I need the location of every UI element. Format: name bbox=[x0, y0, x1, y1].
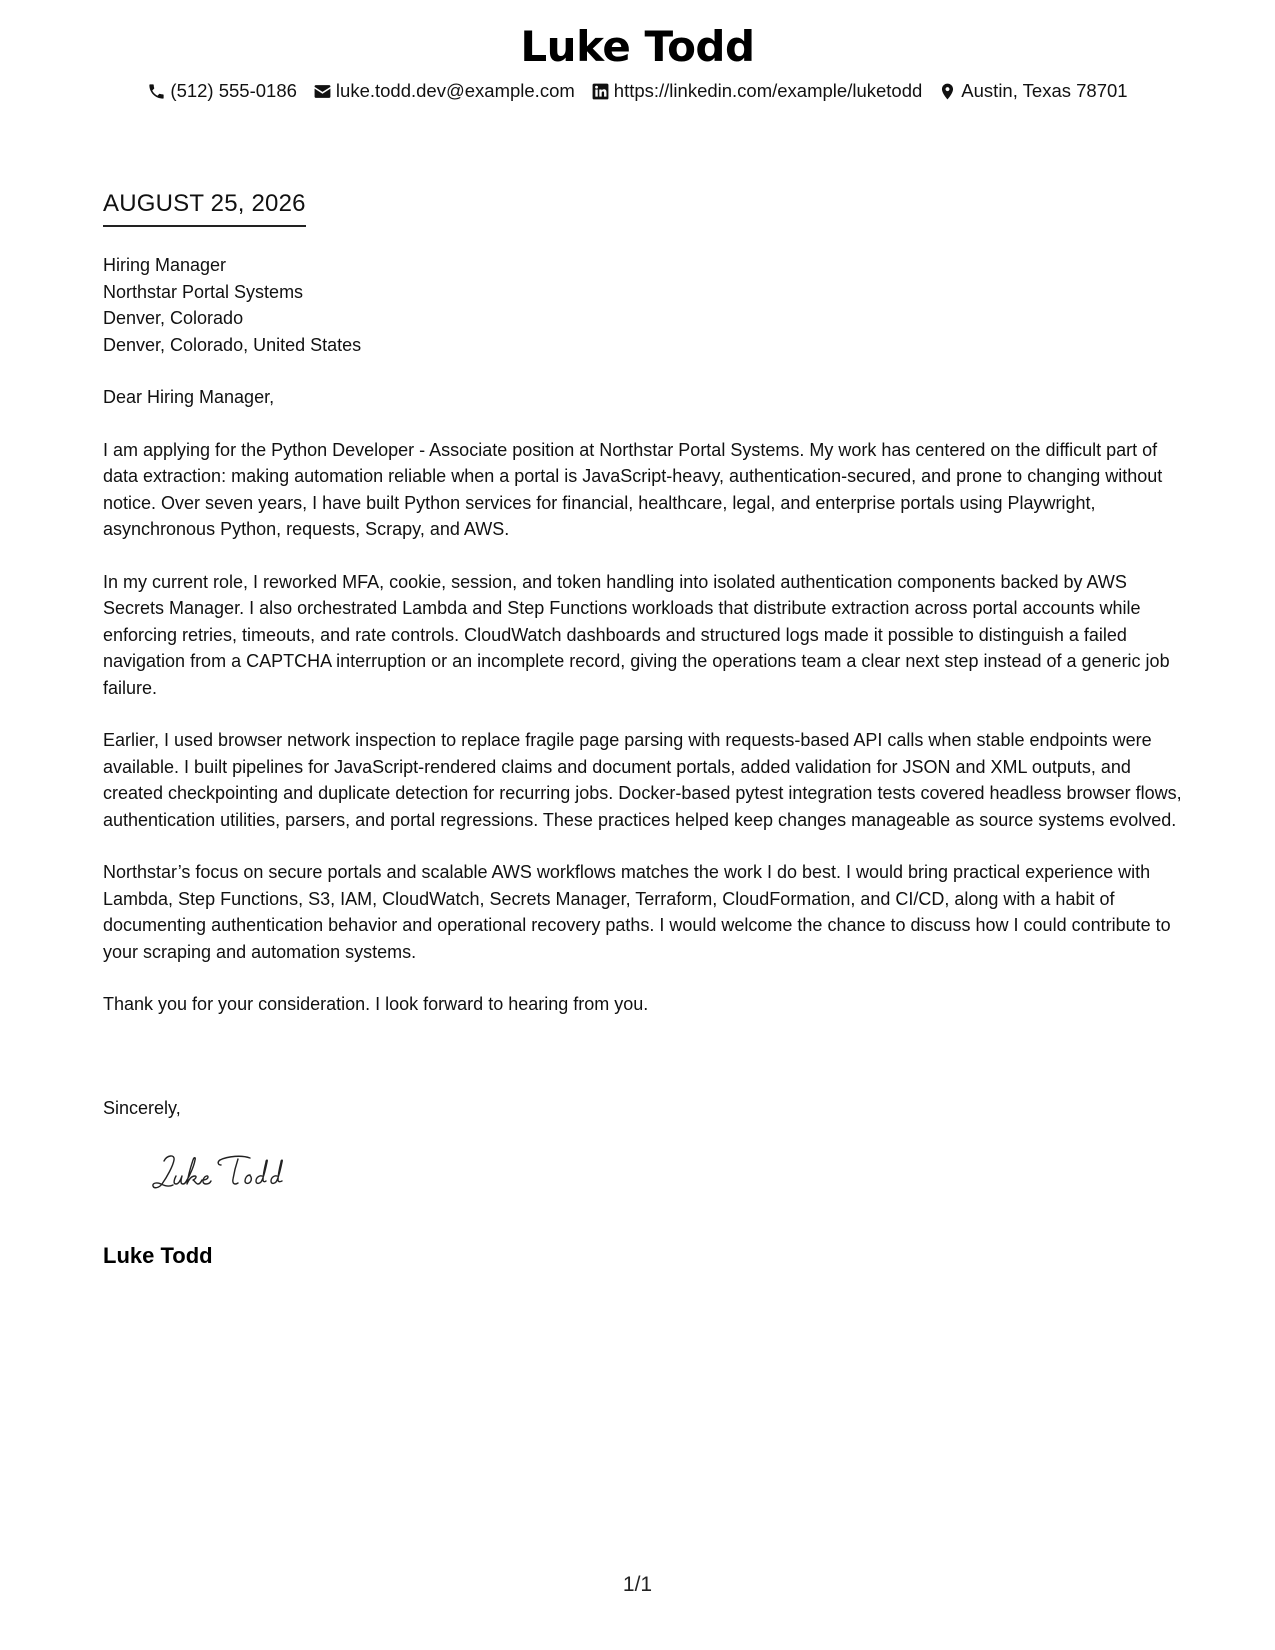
linkedin-text: https://linkedin.com/example/luketodd bbox=[613, 80, 923, 101]
contact-phone bbox=[147, 80, 297, 102]
signature-image bbox=[150, 1148, 325, 1198]
contact-info-row bbox=[0, 80, 1275, 102]
recipient-address bbox=[103, 252, 361, 358]
phone-text: (512) 555-0186 bbox=[170, 80, 297, 101]
applicant-name-header: Luke Todd bbox=[520, 22, 755, 71]
map-pin-icon bbox=[938, 82, 957, 101]
linkedin-icon bbox=[591, 82, 610, 101]
contact-email bbox=[313, 80, 575, 102]
letter-date: AUGUST 25, 2026 bbox=[103, 190, 306, 227]
envelope-icon bbox=[313, 82, 332, 101]
letter-date-block bbox=[103, 190, 306, 227]
letter-body bbox=[103, 384, 1183, 1044]
recipient-line: Northstar Portal Systems bbox=[103, 281, 304, 302]
body-paragraph: Thank you for your consideration. I look forward to hearing from you. bbox=[103, 994, 649, 1014]
email-text: luke.todd.dev@example.com bbox=[335, 80, 575, 101]
signer-name: Luke Todd bbox=[103, 1243, 213, 1268]
handwritten-signature bbox=[150, 1148, 325, 1203]
contact-linkedin bbox=[591, 80, 923, 102]
recipient-line: Denver, Colorado, United States bbox=[103, 334, 362, 355]
body-paragraph: Northstar’s focus on secure portals and scalable AWS workflows matches the work I do best. I would bring practical experience with Lambda, Step Functions, S3, IAM, CloudWatch, Secrets Manager, Terraform, CloudFormation, and CI/CD, along with a habit of documenting authentication behavior and operational recovery paths. I would welcome the chance to discuss how I could contribute to your scraping and automation systems. bbox=[103, 862, 1171, 962]
phone-icon bbox=[147, 82, 166, 101]
closing: Sincerely, bbox=[103, 1098, 181, 1118]
body-paragraph: In my current role, I reworked MFA, cookie, session, and token handling into isolated authentication components backed by AWS Secrets Manager. I also orchestrated Lambda and Step Functions workloads that distribute extraction across portal accounts while enforcing retries, timeouts, and rate controls. CloudWatch dashboards and structured logs made it possible to distinguish a failed navigation from a CAPTCHA interruption or an incomplete record, giving the operations team a clear next step instead of a generic job failure. bbox=[103, 571, 1170, 698]
location-text: Austin, Texas 78701 bbox=[961, 80, 1128, 101]
salutation: Dear Hiring Manager, bbox=[103, 387, 275, 407]
body-paragraph: I am applying for the Python Developer - Associate position at Northstar Portal Systems. My work has centered on the difficult part of data extraction: making automation reliable when a portal is JavaScript-heavy, authentication-secured, and prone to changing without notice. Over seven years, I have built Python services for financial, healthcare, legal, and enterprise portals using Playwright, asynchronous Python, requests, Scrapy, and AWS. bbox=[103, 439, 1163, 539]
body-paragraph: Earlier, I used browser network inspection to replace fragile page parsing with requests-based API calls when stable endpoints were available. I built pipelines for JavaScript-rendered claims and document portals, added validation for JSON and XML outputs, and created checkpointing and duplicate detection for recurring jobs. Docker-based pytest integration tests covered headless browser flows, authentication utilities, parsers, and portal regressions. These practices helped keep changes manageable as source systems evolved. bbox=[103, 730, 1182, 830]
contact-location bbox=[938, 80, 1127, 102]
page-number: 1/1 bbox=[622, 1573, 653, 1596]
recipient-line: Denver, Colorado bbox=[103, 308, 244, 328]
recipient-line: Hiring Manager bbox=[103, 255, 227, 275]
